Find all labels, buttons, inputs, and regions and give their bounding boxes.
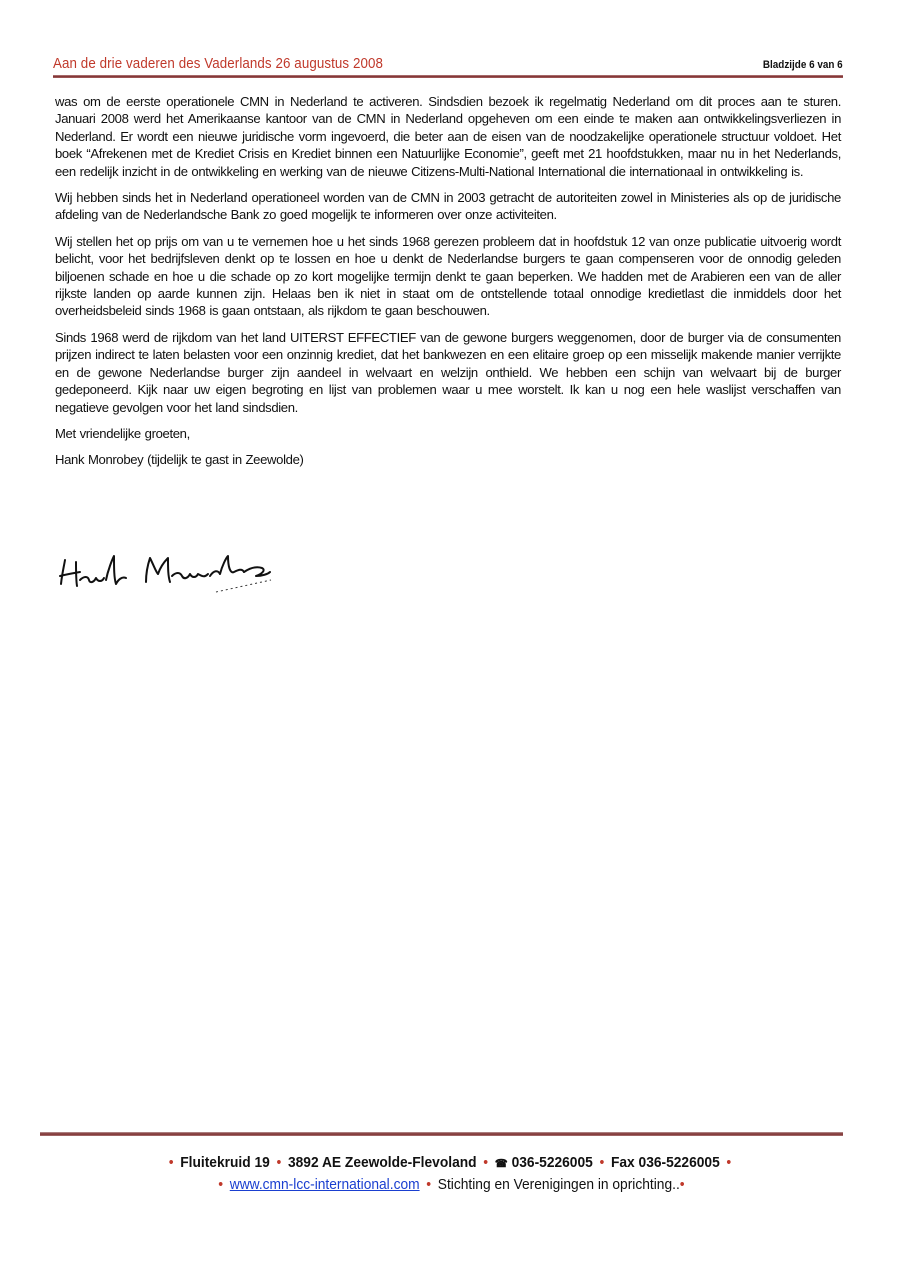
footer-web-line (23, 1177, 878, 1193)
footer-city: 3892 AE Zeewolde-Flevoland (287, 1155, 477, 1171)
paragraph: Sinds 1968 werd de rijkdom van het land UITERST EFFECTIEF van de gewone burgers weggenomen, door de burger via de consumenten prijzen indirect te laten belasten voor een onzinnig krediet, dat het bankwezen en een elitaire groep op een misselijk makende manier verrijkte en de gewone Nederlandse burger zijn aandeel in welvaart en welzijn onthield. We hebben een schijn van welvaart bij de burger gedeponeerd. Kijk naar uw eigen begroting en lijst van problemen waar u mee worstelt. Ik kan u nog een hele waslijst verschaffen van negatieve gevolgen voor het land sindsdien. (55, 329, 841, 415)
bullet-separator: • (168, 1155, 174, 1171)
closing-salutation: Met vriendelijke groeten, (55, 425, 190, 441)
footer-phone: 036-5226005 (511, 1155, 593, 1171)
page-indicator: Bladzijde 6 van 6 (763, 59, 843, 71)
paragraph: was om de eerste operationele CMN in Nederland te activeren. Sindsdien bezoek ik regelmatig Nederland om dit proces aan te sturen. Januari 2008 werd het Amerikaanse kantoor van de CMN in Nederland opgeheven om een einde te maken aan ontwikkelingsverliezen in Nederland. Er wordt een nieuwe juridische vorm ingevoerd, die beter aan de eisen van de noodzakelijke operationele structuur voldoet. Het boek “Afrekenen met de Krediet Crisis en Krediet binnen een Natuurlijke Economie”, geeft met 21 hoofdstukken, maar nu in het Nederlands, een redelijk inzicht in de ontwikkeling en werking van de nieuwe Citizens-Multi-National International die internationaal in ontwikkeling is. (55, 94, 841, 179)
bullet-separator: • (599, 1155, 605, 1171)
bullet-separator: • (426, 1177, 432, 1193)
signature-icon (56, 546, 286, 596)
footer-street: Fluitekruid 19 (180, 1155, 270, 1171)
website-link[interactable]: www.cmn-lcc-international.com (229, 1177, 420, 1193)
bullet-separator: • (726, 1155, 732, 1171)
bullet-separator: • (276, 1155, 282, 1171)
bullet-separator: • (218, 1177, 224, 1193)
paragraph: Wij stellen het op prijs om van u te vernemen hoe u het sinds 1968 gerezen probleem dat in hoofdstuk 12 van onze publicatie uitvoerig wordt belicht, voor het bedrijfsleven denkt op te lossen en hoe u denkt de Nederlandse burgers te gaan compenseren voor de onnodig geleden biljoenen schade en hoe u die schade op zo kort mogelijke termijn denkt te gaan beperken. We hadden met de Arabieren een van de aller rijkste landen op aarde kunnen zijn. Helaas ben ik niet in staat om de ontstellende totaal onnodige kredietlast die inmiddels door het overheidsbeleid sinds 1968 is gaan ontstaan, als rijkdom te gaan beschouwen. (55, 233, 841, 319)
footer-address-line (23, 1155, 878, 1171)
document-title: Aan de drie vaderen des Vaderlands 26 augustus 2008 (53, 56, 384, 72)
sender-name: Hank Monrobey (tijdelijk te gast in Zeewolde) (55, 452, 304, 468)
page-header (53, 56, 843, 76)
paragraph: Wij hebben sinds het in Nederland operationeel worden van de CMN in 2003 getracht de autoriteiten zowel in Ministeries als op de juridische afdeling van de Nederlandsche Bank zo goed mogelijk te informeren over onze activiteiten. (55, 190, 841, 223)
bullet-separator: • (679, 1177, 685, 1193)
footer-divider (40, 1132, 843, 1136)
letter-body (55, 93, 841, 478)
phone-icon: ☎ (494, 1158, 508, 1170)
footer-fax: Fax 036-5226005 (610, 1155, 720, 1171)
footer-tagline: Stichting en Verenigingen in oprichting.. (437, 1177, 680, 1193)
header-divider (53, 75, 843, 78)
bullet-separator: • (483, 1155, 489, 1171)
